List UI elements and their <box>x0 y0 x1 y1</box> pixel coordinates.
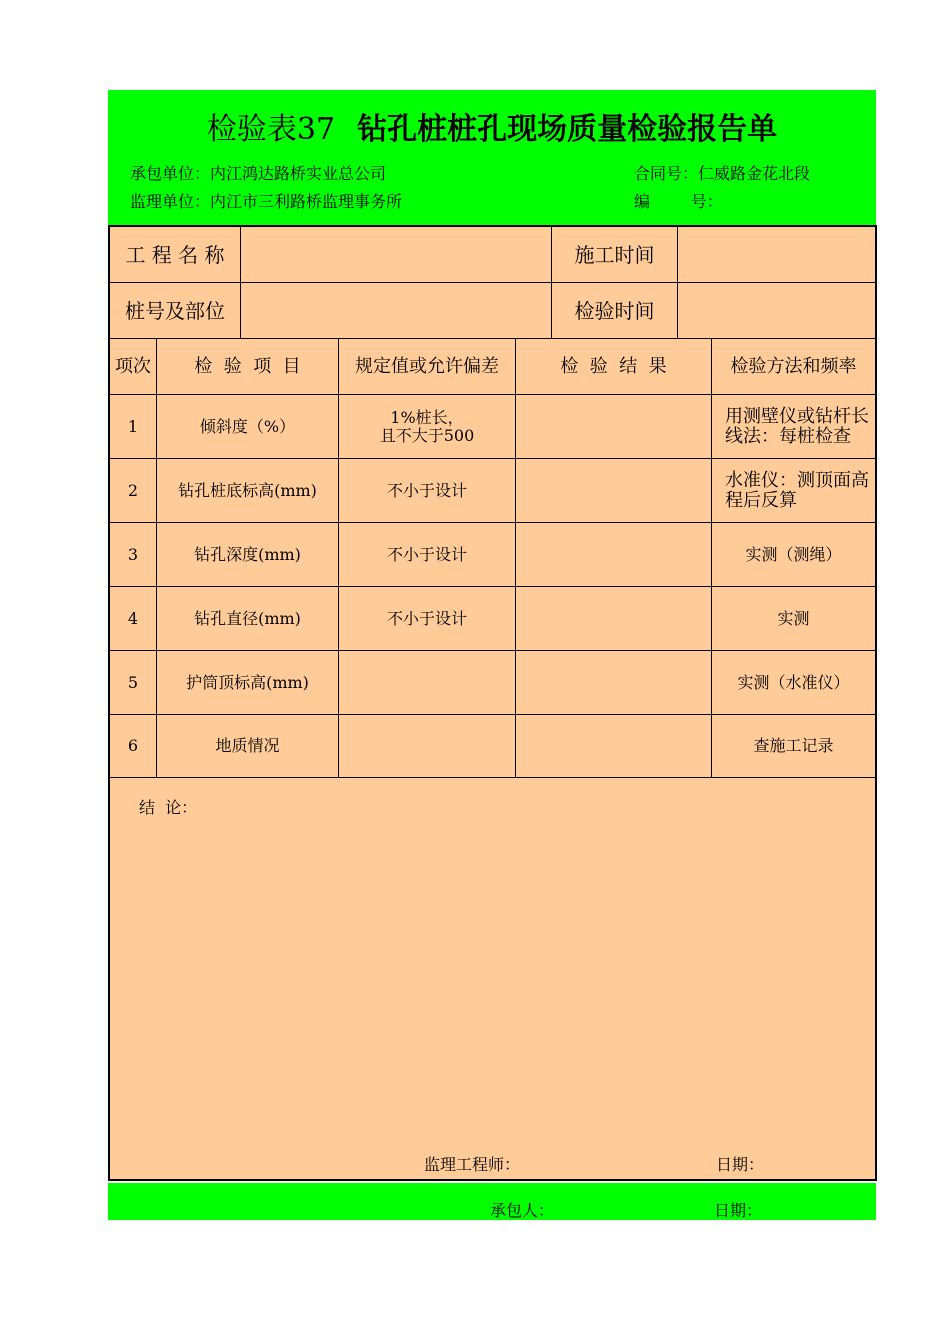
row-result[interactable] <box>516 395 711 458</box>
row-no: 4 <box>127 608 139 628</box>
row-no: 6 <box>127 736 139 756</box>
inspection-time-label: 检验时间 <box>574 298 655 323</box>
header-result: 检 验 结 果 <box>560 355 667 377</box>
header-banner <box>108 90 876 226</box>
row-spec <box>339 651 515 714</box>
pile-location-label: 桩号及部位 <box>125 298 225 323</box>
supervisor-engineer-label: 监理工程师： <box>424 1155 521 1174</box>
project-name-label: 工 程 名 称 <box>125 242 225 267</box>
form-main-title: 钻孔桩桩孔现场质量检验报告单 <box>357 112 778 147</box>
form-number: 检验表37 <box>206 112 336 147</box>
row-method: 实测 <box>777 608 810 628</box>
row-item: 倾斜度（%） <box>199 416 296 436</box>
supervisor-unit: 监理单位：内江市三利路桥监理事务所 <box>130 192 403 211</box>
row-spec: 1%桩长， 且不大于500 <box>379 407 475 445</box>
project-name-value[interactable] <box>241 227 551 282</box>
row-no: 3 <box>127 544 139 564</box>
header-item: 检 验 项 目 <box>194 355 301 377</box>
row-method: 实测（水准仪） <box>737 672 850 692</box>
form-title <box>108 104 876 148</box>
row-item: 钻孔直径(mm) <box>194 608 301 628</box>
contractor-unit: 承包单位：内江鸿达路桥实业总公司 <box>130 164 387 183</box>
row-spec <box>339 715 515 777</box>
row-item: 钻孔桩底标高(mm) <box>178 480 317 500</box>
contract-number: 合同号：仁威路金花北段 <box>634 164 811 183</box>
serial-number: 编 号： <box>634 192 723 211</box>
row-method: 查施工记录 <box>753 736 834 756</box>
row-no: 2 <box>127 480 139 500</box>
contractor-person-label: 承包人： <box>490 1201 555 1220</box>
row-no: 5 <box>127 672 139 692</box>
row-no: 1 <box>127 416 139 436</box>
row-spec: 不小于设计 <box>386 480 467 500</box>
header-method: 检验方法和频率 <box>730 355 857 377</box>
row-spec: 不小于设计 <box>386 544 467 564</box>
pile-location-value[interactable] <box>241 283 551 338</box>
construction-time-value[interactable] <box>678 227 875 282</box>
contractor-date-label: 日期： <box>714 1201 763 1220</box>
row-method: 实测（测绳） <box>745 544 842 564</box>
row-method: 用测壁仪或钻杆长 线法：每桩检查 <box>725 405 869 447</box>
row-result[interactable] <box>516 587 711 650</box>
row-result[interactable] <box>516 715 711 777</box>
header-no: 项次 <box>115 355 151 377</box>
row-item: 护筒顶标高(mm) <box>186 672 309 692</box>
row-result[interactable] <box>516 523 711 586</box>
row-method: 水准仪：测顶面高 程后反算 <box>725 470 869 511</box>
row-result[interactable] <box>516 651 711 714</box>
supervisor-date-label: 日期： <box>716 1155 765 1174</box>
row-item: 钻孔深度(mm) <box>194 544 301 564</box>
inspection-form <box>108 225 877 1181</box>
construction-time-label: 施工时间 <box>574 242 655 267</box>
conclusion-label: 结 论： <box>139 798 198 817</box>
inspection-time-value[interactable] <box>678 283 875 338</box>
row-result[interactable] <box>516 459 711 522</box>
row-spec: 不小于设计 <box>386 608 467 628</box>
row-item: 地质情况 <box>215 736 280 756</box>
header-spec: 规定值或允许偏差 <box>355 355 499 377</box>
footer-banner <box>108 1183 876 1220</box>
